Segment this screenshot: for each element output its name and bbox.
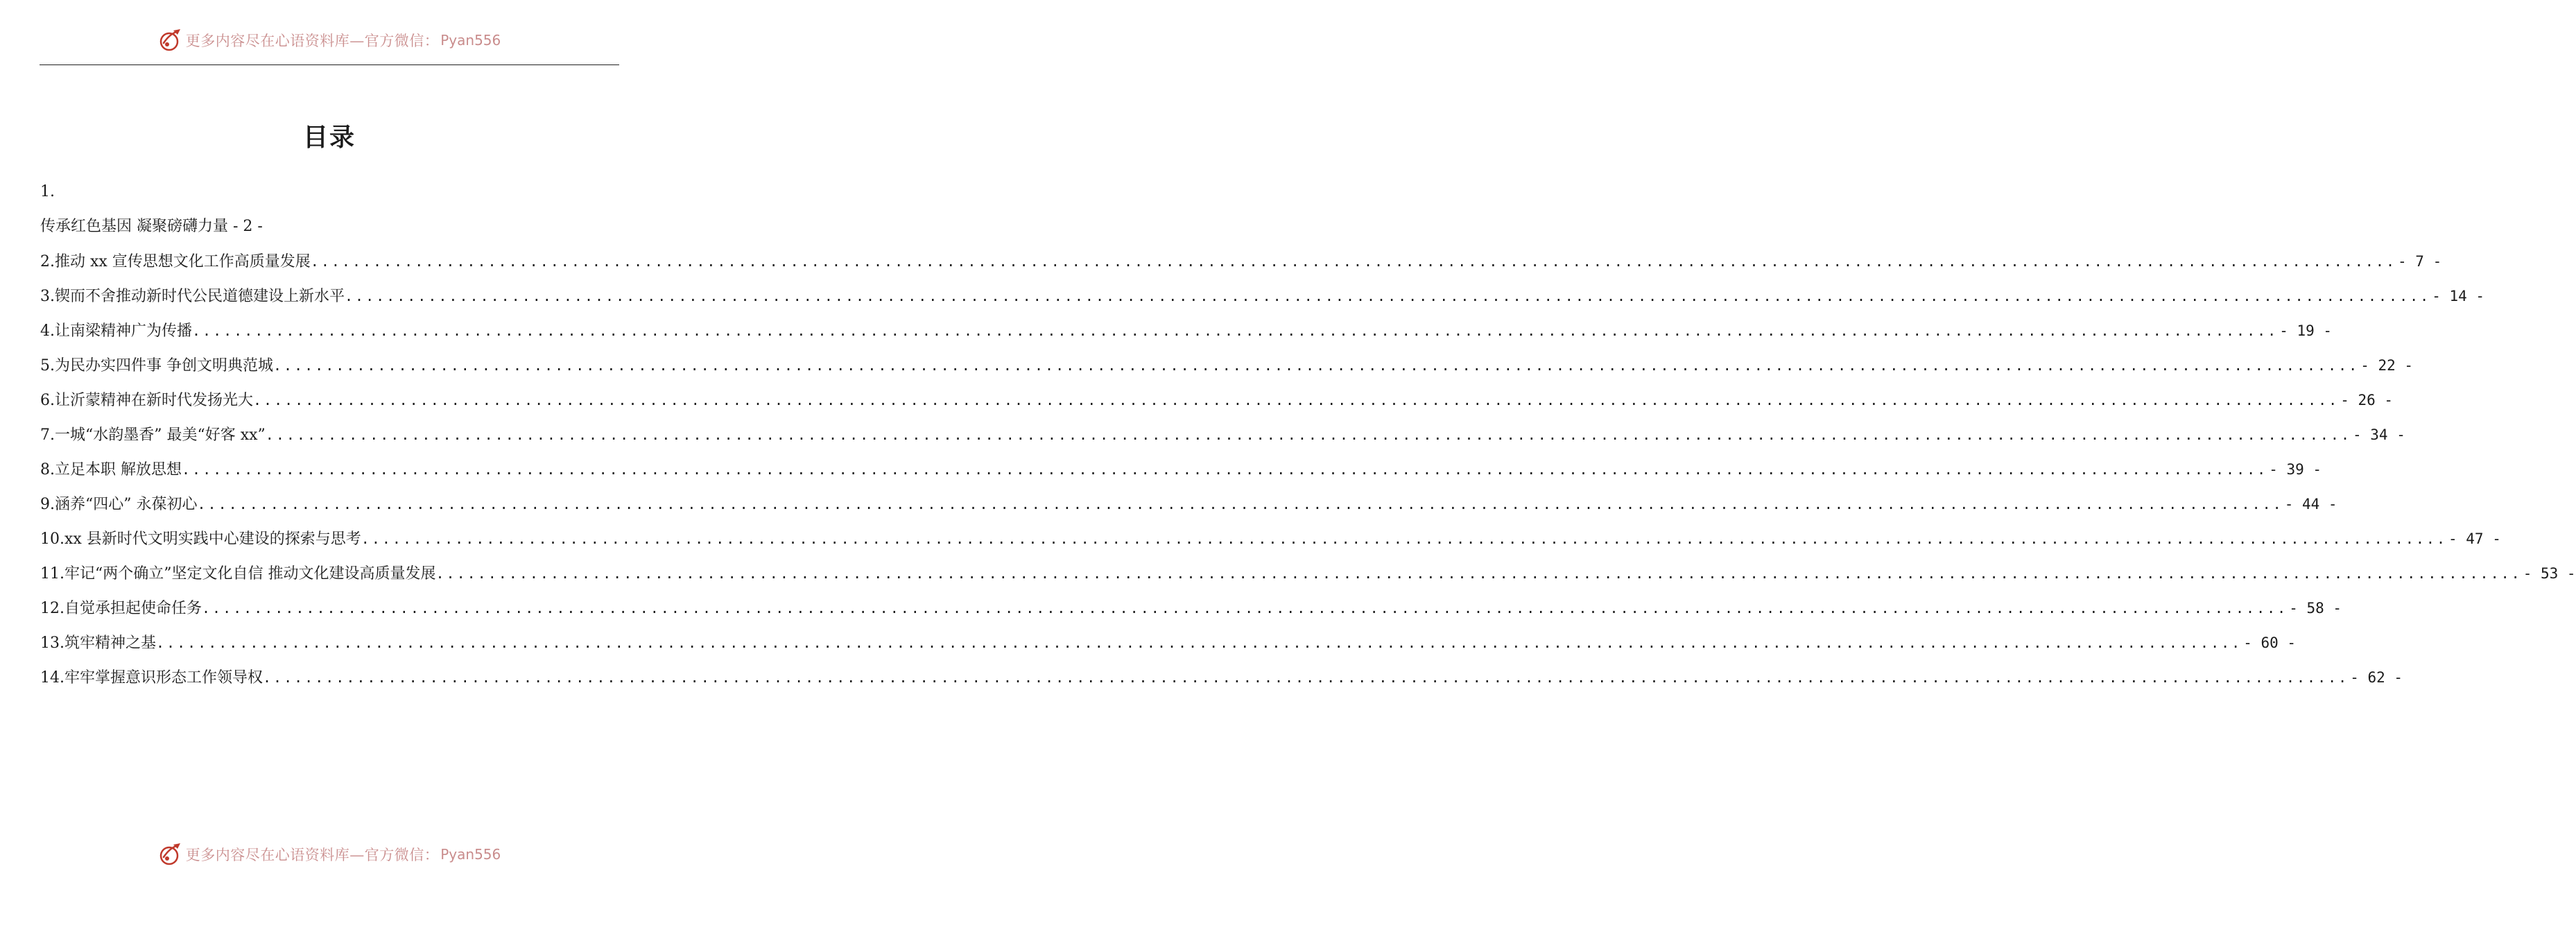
toc-item-title: 5.为民办实四件事 争创文明典范城 xyxy=(40,357,273,374)
toc-item-page: - 26 - xyxy=(2340,392,2394,408)
toc-item-title: 6.让沂蒙精神在新时代发扬光大 xyxy=(40,392,253,409)
toc-item[interactable] xyxy=(40,591,2342,625)
page-title: 目录 xyxy=(302,123,356,152)
banner-text: 更多内容尽在心语资料库—官方微信： xyxy=(185,33,440,49)
toc-item-page: - 44 - xyxy=(2284,496,2337,512)
brand-logo-icon xyxy=(158,842,183,867)
toc-item[interactable] xyxy=(40,452,2322,487)
toc-item-title: 2.推动 xx 宣传思想文化工作高质量发展 xyxy=(40,253,311,270)
toc-dot-leader: ........................................................................................................................................................................................................ xyxy=(345,288,2431,304)
toc-item-page: - 53 - xyxy=(2523,565,2576,582)
toc-dot-leader: ........................................................................................................................................................................................................ xyxy=(265,426,2351,443)
toc-dot-leader: ........................................................................................................................................................................................................ xyxy=(263,669,2349,686)
toc-item-page: - 58 - xyxy=(2289,600,2342,616)
toc-dot-leader: ........................................................................................................................................................................................................ xyxy=(192,322,2279,339)
toc-item-page: - 7 - xyxy=(2398,253,2442,270)
toc-item[interactable] xyxy=(40,417,2405,452)
toc-dot-leader: ........................................................................................................................................................................................................ xyxy=(435,565,2522,582)
toc-item-title: 10.xx 县新时代文明实践中心建设的探索与思考 xyxy=(40,530,361,548)
toc-dot-leader: ........................................................................................................................................................................................................ xyxy=(156,635,2242,651)
toc-item-page: - 14 - xyxy=(2432,288,2485,304)
banner-text: 更多内容尽在心语资料库—官方微信： xyxy=(185,847,440,863)
toc-item[interactable] xyxy=(40,244,2442,279)
toc-dot-leader: ........................................................................................................................................................................................................ xyxy=(273,357,2360,374)
toc-first-number: 1. xyxy=(40,183,55,200)
toc-dot-leader: ........................................................................................................................................................................................................ xyxy=(181,461,2268,478)
toc-item[interactable] xyxy=(40,383,2394,417)
footer-banner xyxy=(0,840,659,868)
toc-item-page: - 60 - xyxy=(2243,635,2297,651)
toc-item-page: - 62 - xyxy=(2350,669,2403,686)
toc-item[interactable] xyxy=(40,521,2501,556)
toc-item-page: - 39 - xyxy=(2269,461,2322,478)
toc-item-title: 11.牢记“两个确立”坚定文化自信 推动文化建设高质量发展 xyxy=(40,565,436,582)
toc-item-title: 4.让南梁精神广为传播 xyxy=(40,322,192,340)
toc-item[interactable] xyxy=(40,348,2414,383)
toc-item[interactable] xyxy=(40,279,2485,313)
toc-item[interactable] xyxy=(40,625,2297,660)
toc-item[interactable] xyxy=(40,487,2337,521)
toc-item[interactable] xyxy=(40,313,2333,348)
toc-item-title: 14.牢牢掌握意识形态工作领导权 xyxy=(40,669,263,687)
brand-logo-icon xyxy=(158,28,183,53)
toc-item-title: 7.一城“水韵墨香” 最美“好客 xx” xyxy=(40,426,266,444)
toc-dot-leader: ........................................................................................................................................................................................................ xyxy=(253,392,2340,408)
header-divider xyxy=(40,64,619,65)
toc-item-title: 12.自觉承担起使命任务 xyxy=(40,600,202,617)
toc-item-title: 13.筑牢精神之基 xyxy=(40,635,156,652)
header-banner xyxy=(0,26,659,54)
toc-item-title: 9.涵养“四心” 永葆初心 xyxy=(40,496,198,513)
toc-item-title: 8.立足本职 解放思想 xyxy=(40,461,182,478)
toc-item-page: - 19 - xyxy=(2279,322,2333,339)
table-of-contents xyxy=(40,175,2576,695)
toc-first-entry[interactable]: 传承红色基因 凝聚磅礴力量 - 2 - xyxy=(40,218,263,235)
toc-item[interactable] xyxy=(40,556,2576,591)
toc-item-title: 3.锲而不舍推动新时代公民道德建设上新水平 xyxy=(40,288,345,305)
toc-item-page: - 34 - xyxy=(2352,426,2405,443)
toc-dot-leader: ........................................................................................................................................................................................................ xyxy=(310,253,2396,270)
toc-dot-leader: ........................................................................................................................................................................................................ xyxy=(202,600,2288,616)
toc-dot-leader: ........................................................................................................................................................................................................ xyxy=(197,496,2283,512)
banner-wechat-id: Pyan556 xyxy=(440,846,501,863)
toc-dot-leader: ........................................................................................................................................................................................................ xyxy=(361,530,2447,547)
toc-item-page: - 47 - xyxy=(2448,530,2501,547)
toc-item-page: - 22 - xyxy=(2360,357,2414,374)
banner-wechat-id: Pyan556 xyxy=(440,32,501,49)
toc-item[interactable] xyxy=(40,660,2403,695)
